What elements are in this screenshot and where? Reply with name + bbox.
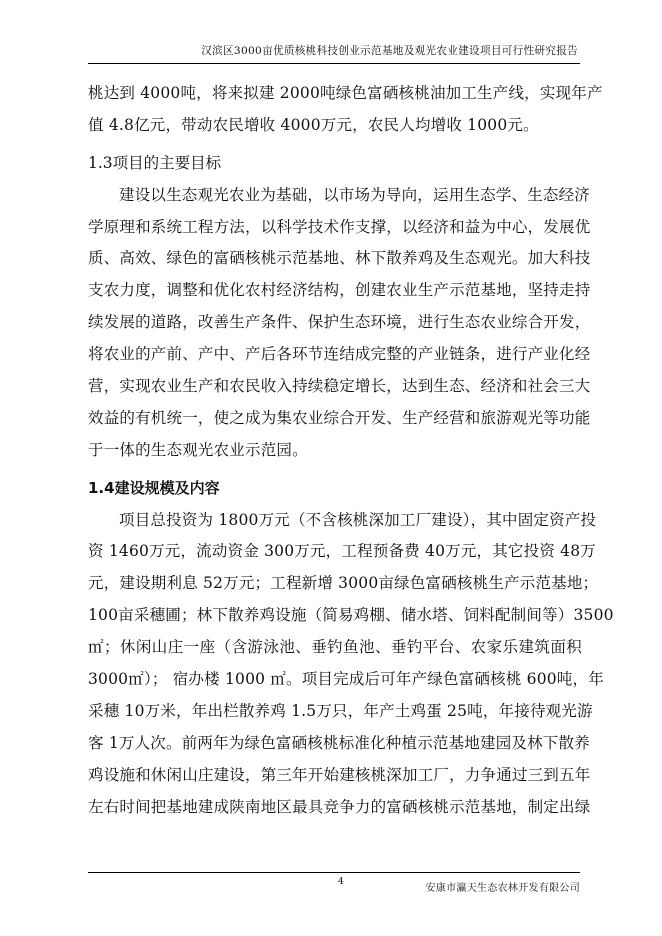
section-1-4-line-4: 100亩采穗圃；林下散养鸡设施（简易鸡棚、储水塔、饲料配制间等）3500	[88, 606, 614, 625]
section-1-4-line-8: 客 1万人次。前两年为绿色富硒核桃标准化种植示范基地建园及林下散养	[88, 733, 590, 752]
section-1-4-line-5: ㎡；休闲山庄一座（含游泳池、垂钓鱼池、垂钓平台、农家乐建筑面积	[88, 638, 582, 657]
section-1-3-line-9: 于一体的生态观光农业示范园。	[88, 440, 308, 459]
intro-line-2: 值 4.8亿元，带动农民增收 4000万元，农民人均增收 1000元。	[88, 115, 539, 134]
page-footer	[88, 872, 580, 893]
section-1-4-heading: 1.4建设规模及内容	[88, 478, 220, 497]
section-1-4-line-1: 项目总投资为 1800万元（不含核桃深加工厂建设），其中固定资产投	[119, 510, 597, 529]
section-1-3-line-5: 续发展的道路，改善生产条件、保护生态环境，进行生态农业综合开发，	[88, 313, 591, 332]
document-body	[88, 78, 614, 823]
section-1-4-line-2: 资 1460万元，流动资金 300万元，工程预备费 40万元，其它投资 48万	[88, 542, 596, 561]
section-1-3-line-1: 建设以生态观光农业为基础，以市场为导向，运用生态学、生态经济	[119, 185, 591, 204]
section-1-4-line-6: 3000㎡）； 宿办楼 1000 ㎡。项目完成后可年产绿色富硒核桃 600吨，年	[88, 670, 604, 689]
section-1-4-line-7: 采穗 10万米，年出栏散养鸡 1.5万只，年产土鸡蛋 25吨，年接待观光游	[88, 701, 593, 720]
intro-line-1: 桃达到 4000吨，将来拟建 2000吨绿色富硒核桃油加工生产线，实现年产	[88, 84, 603, 102]
header-title: 汉滨区3000亩优质核桃科技创业示范基地及观光农业建设项目可行性研究报告	[201, 45, 578, 57]
section-1-3-line-8: 效益的有机统一，使之成为集农业综合开发、生产经营和旅游观光等功能	[88, 408, 591, 427]
footer-company: 安康市瀛天生态农林开发有限公司	[425, 883, 580, 894]
section-1-3-line-3: 质、高效、绿色的富硒核桃示范基地、林下散养鸡及生态观光。加大科技	[88, 249, 591, 268]
section-1-3-line-2: 学原理和系统工程方法，以科学技术作支撑，以经济和益为中心，发展优	[88, 217, 591, 236]
section-1-4-line-10: 左右时间把基地建成陕南地区最具竞争力的富硒核桃示范基地，制定出绿	[88, 797, 591, 816]
section-1-3-line-4: 支农力度，调整和优化农村经济结构，创建农业生产示范基地，坚持走持	[88, 281, 591, 300]
section-1-3-line-6: 将农业的产前、产中、产后各环节连结成完整的产业链条，进行产业化经	[88, 345, 591, 364]
section-1-3-line-7: 营，实现农业生产和农民收入持续稳定增长，达到生态、经济和社会三大	[88, 377, 591, 396]
page-header	[88, 33, 580, 64]
page-number: 4	[338, 877, 344, 887]
section-1-4-line-9: 鸡设施和休闲山庄建设，第三年开始建核桃深加工厂，力争通过三到五年	[88, 765, 591, 784]
section-1-4-line-3: 元，建设期利息 52万元；工程新增 3000亩绿色富硒核桃生产示范基地；	[88, 574, 599, 593]
section-1-3-heading: 1.3项目的主要目标	[88, 153, 222, 172]
